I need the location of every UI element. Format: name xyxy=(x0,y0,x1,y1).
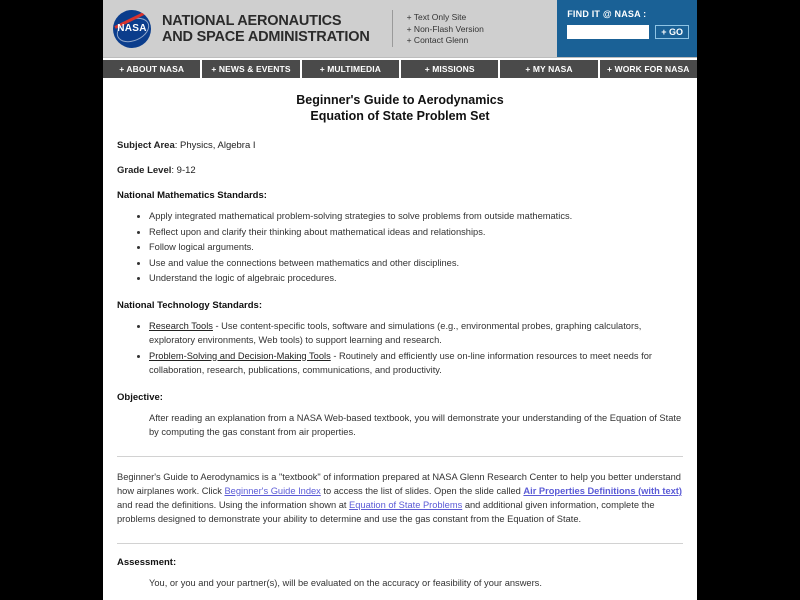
nav-item-my-nasa[interactable]: + MY NASA xyxy=(500,60,599,78)
find-it-at-nasa-panel xyxy=(557,0,697,57)
list-item: • Understand the logic of algebraic procedures. xyxy=(149,271,683,286)
header-quick-links xyxy=(393,0,558,57)
list-item xyxy=(149,319,683,348)
grade-level-label: Grade Level xyxy=(117,165,172,176)
grade-level-value: : 9-12 xyxy=(171,165,196,176)
subject-area-line xyxy=(117,140,683,151)
subject-area-label: Subject Area xyxy=(117,140,175,151)
tech-standard-term-research-tools: Research Tools xyxy=(149,320,213,331)
intro-part4: and additional given information, complete the problems designed to demonstrate your ability to determine and use the gas constant from the Equation of State. xyxy=(117,499,655,524)
grade-level-line xyxy=(117,165,683,176)
link-equation-of-state-problems[interactable]: Equation of State Problems xyxy=(349,499,463,510)
page-content xyxy=(103,81,697,590)
objective-text: After reading an explanation from a NASA Web-based textbook, you will demonstrate your understanding of the Equation of State by computing the gas constant from air properties. xyxy=(149,412,682,437)
page-title-line1: Beginner's Guide to Aerodynamics xyxy=(296,93,504,107)
list-item: • Reflect upon and clarify their thinking about mathematical ideas and relationships. xyxy=(149,225,683,240)
tech-standard-term-problem-solving-tools: Problem-Solving and Decision-Making Tools xyxy=(149,350,331,361)
page-title xyxy=(117,93,683,124)
nav-item-about-nasa[interactable]: + ABOUT NASA xyxy=(103,60,202,78)
objective-heading: Objective: xyxy=(117,391,163,403)
search-row xyxy=(567,25,689,39)
math-standards-heading: National Mathematics Standards: xyxy=(117,190,267,201)
agency-name xyxy=(162,13,370,45)
assessment-heading: Assessment: xyxy=(117,556,177,568)
intro-part3: and read the definitions. Using the information shown at xyxy=(117,499,350,510)
list-item: • Apply integrated mathematical problem-solving strategies to solve problems from outside mathematics. xyxy=(149,209,683,224)
intro-paragraph xyxy=(117,470,683,526)
math-standards-list xyxy=(117,209,683,286)
search-go-button[interactable]: + GO xyxy=(655,25,689,39)
nasa-page xyxy=(103,0,697,600)
nav-item-news-events[interactable]: + NEWS & EVENTS xyxy=(202,60,301,78)
nav-item-work-for-nasa[interactable]: + WORK FOR NASA xyxy=(600,60,697,78)
tech-standard-text: - Use content-specific tools, software and simulations (e.g., environmental probes, graphing calculators, exploratory environments, Web tools) to support learning and research. xyxy=(149,320,642,345)
list-item xyxy=(149,349,683,378)
list-item: • Follow logical arguments. xyxy=(149,240,683,255)
quick-link-non-flash-version[interactable]: + Non-Flash Version xyxy=(406,23,484,34)
nasa-meatball-logo-icon[interactable] xyxy=(113,10,151,48)
list-item: • Use and value the connections between mathematics and other disciplines. xyxy=(149,256,683,271)
intro-part1: Beginner's Guide to Aerodynamics is a "textbook" of information prepared at NASA Glenn Research Center to help you better understand how airplanes work. Click xyxy=(117,471,681,496)
section-divider-top xyxy=(117,456,683,457)
assessment-text: You, or you and your partner(s), will be evaluated on the accuracy or feasibility of your answers. xyxy=(149,577,542,588)
quick-link-contact-glenn[interactable]: + Contact Glenn xyxy=(406,35,469,45)
link-beginners-guide-index[interactable]: Beginner's Guide Index xyxy=(224,485,321,496)
tech-standard-text: - Routinely and efficiently use on-line information resources to meet needs for collaboration, research, publications, communications, and productivity. xyxy=(149,350,652,375)
page-title-line2: Equation of State Problem Set xyxy=(310,108,490,123)
site-header xyxy=(103,0,697,58)
main-navigation xyxy=(103,58,697,81)
logo-wordmark: NASA xyxy=(117,22,147,34)
intro-part2: to access the list of slides. Open the slide called xyxy=(320,485,524,496)
link-air-properties-definitions[interactable]: Air Properties Definitions (with text) xyxy=(523,485,682,496)
agency-name-line2: AND SPACE ADMINISTRATION xyxy=(162,28,370,45)
agency-name-line1: NATIONAL AERONAUTICS xyxy=(162,12,342,29)
subject-area-value: : Physics, Algebra I xyxy=(174,140,256,151)
search-label: FIND IT @ NASA : xyxy=(567,9,647,19)
nav-item-multimedia[interactable]: + MULTIMEDIA xyxy=(302,60,401,78)
quick-link-text-only-site[interactable]: + Text Only Site xyxy=(406,12,467,22)
tech-standards-heading: National Technology Standards: xyxy=(117,299,262,311)
search-input[interactable] xyxy=(567,25,649,39)
tech-standards-list xyxy=(117,319,683,378)
section-divider-bottom xyxy=(117,543,683,544)
nav-item-missions[interactable]: + MISSIONS xyxy=(401,60,500,78)
nasa-branding[interactable] xyxy=(103,0,370,57)
